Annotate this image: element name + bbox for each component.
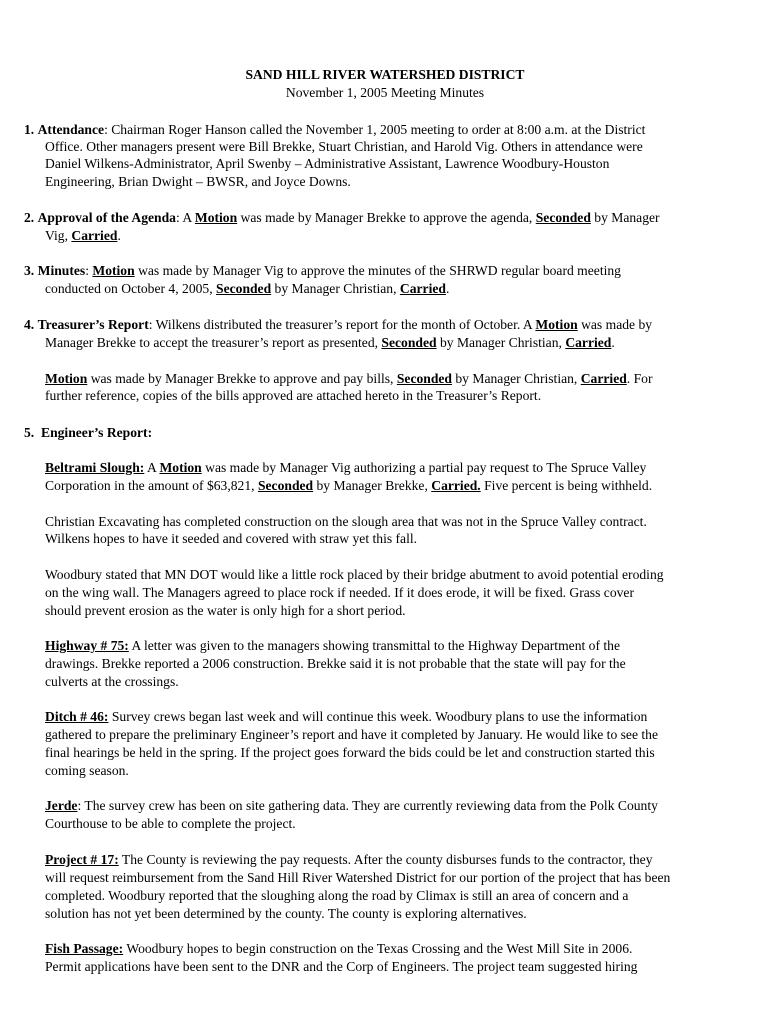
subsection-heading: Beltrami Slough: (45, 460, 145, 475)
text: Manager Brekke to accept the treasurer’s report as presented, (45, 335, 382, 350)
text: . (445, 281, 450, 296)
keyword-seconded: Seconded (216, 281, 272, 296)
subsection-project17 (45, 851, 653, 868)
text: was made by (577, 317, 653, 332)
section-heading: Treasurer’s Report (37, 317, 149, 332)
text-line: final hearings be held in the spring. If the project goes forward the bids could be let and construction started this (45, 745, 655, 760)
text: Vig, (45, 228, 72, 243)
text: by Manager Christian, (436, 335, 566, 350)
text-line: Engineering, Brian Dwight – BWSR, and Joyce Downs. (45, 174, 351, 189)
keyword-carried: Carried (580, 371, 627, 386)
text: : Chairman Roger Hanson called the November 1, 2005 meeting to order at 8:00 a.m. at the District (104, 122, 646, 137)
text: by Manager Christian, (451, 371, 581, 386)
subsection-highway (45, 637, 620, 654)
section-agenda (24, 209, 660, 226)
text: : The survey crew has been on site gathering data. They are currently reviewing data from the Polk County (77, 798, 658, 813)
document-title: SAND HILL RIVER WATERSHED DISTRICT (245, 67, 525, 82)
subsection-heading: Highway # 75: (45, 638, 129, 653)
text: A (144, 460, 160, 475)
text-line (45, 477, 652, 494)
text-line: Courthouse to be able to complete the project. (45, 816, 296, 831)
text-line: will request reimbursement from the Sand Hill River Watershed District for our portion of the project that has been (45, 870, 671, 885)
section-number: 4. (24, 317, 35, 332)
keyword-seconded: Seconded (381, 335, 437, 350)
section-engineer (24, 424, 152, 441)
section-heading: Minutes (37, 263, 86, 278)
document-subtitle: November 1, 2005 Meeting Minutes (285, 85, 485, 100)
text-line: drawings. Brekke reported a 2006 construction. Brekke said it is not probable that the state will pay for the (45, 656, 626, 671)
keyword-motion: Motion (535, 317, 578, 332)
text-line (45, 370, 652, 387)
subsection-heading: Fish Passage: (45, 941, 124, 956)
keyword-carried: Carried (565, 335, 612, 350)
section-number: 5. (24, 425, 35, 440)
keyword-carried: Carried (71, 228, 118, 243)
text: : A (175, 210, 195, 225)
text-line: Wilkens hopes to have it seeded and covered with straw yet this fall. (45, 531, 418, 546)
text: A letter was given to the managers showing transmittal to the Highway Department of the (128, 638, 620, 653)
text-line (45, 227, 121, 244)
subsection-heading: Ditch # 46: (45, 709, 109, 724)
text: Five percent is being withheld. (480, 478, 653, 493)
text: . For (626, 371, 653, 386)
text-line: completed. Woodbury reported that the sloughing along the road by Climax is still an area of concern and a (45, 888, 629, 903)
keyword-seconded: Seconded (396, 371, 452, 386)
subsection-heading: Jerde (45, 798, 78, 813)
section-minutes (24, 262, 621, 279)
keyword-motion: Motion (92, 263, 135, 278)
text: was made by Manager Brekke to approve the agenda, (237, 210, 536, 225)
text-line (45, 334, 615, 351)
section-heading: Engineer’s Report: (41, 425, 153, 440)
text: by Manager (590, 210, 660, 225)
text-line: on the wing wall. The Managers agreed to place rock if needed. If it does erode, it will be fixed. Grass cover (45, 585, 634, 600)
keyword-motion: Motion (194, 210, 238, 225)
text: by Manager Christian, (271, 281, 400, 296)
keyword-carried: Carried. (431, 478, 481, 493)
text-line: Woodbury stated that MN DOT would like a little rock placed by their bridge abutment to avoid potential eroding (45, 567, 664, 582)
text-line: Permit applications have been sent to the DNR and the Corp of Engineers. The project team suggested hiring (45, 959, 638, 974)
section-number: 3. (24, 263, 35, 278)
keyword-motion: Motion (45, 371, 88, 386)
subsection-jerde (45, 797, 658, 814)
text-line: Daniel Wilkens-Administrator, April Swenby – Administrative Assistant, Lawrence Woodbury-Houston (45, 156, 610, 171)
text-line: further reference, copies of the bills approved are attached hereto in the Treasurer’s Report. (45, 388, 542, 403)
text: was made by Manager Brekke to approve and pay bills, (87, 371, 397, 386)
subsection-beltrami (45, 459, 646, 476)
text: The County is reviewing the pay requests. After the county disburses funds to the contractor, they (118, 852, 653, 867)
text-line: Office. Other managers present were Bill Brekke, Stuart Christian, and Harold Vig. Others in attendance were (45, 139, 643, 154)
text-line: culverts at the crossings. (45, 674, 179, 689)
text: . (611, 335, 615, 350)
subsection-fish-passage (45, 940, 632, 957)
text: was made by Manager Vig to approve the minutes of the SHRWD regular board meeting (134, 263, 621, 278)
section-number: 2. (24, 210, 35, 225)
text-line: solution has not yet been determined by the county. The county is exploring alternatives. (45, 906, 527, 921)
text: conducted on October 4, 2005, (45, 281, 217, 296)
text-line: coming season. (45, 763, 129, 778)
text: Corporation in the amount of $63,821, (45, 478, 258, 493)
section-number: 1. (24, 122, 35, 137)
text: : (85, 263, 93, 278)
section-treasurer (24, 316, 652, 333)
section-heading: Attendance (37, 122, 105, 137)
keyword-motion: Motion (159, 460, 202, 475)
text: Woodbury hopes to begin construction on the Texas Crossing and the West Mill Site in 2006. (123, 941, 633, 956)
text-line: should prevent erosion as the water is only high for a short period. (45, 603, 406, 618)
text: : Wilkens distributed the treasurer’s report for the month of October. A (148, 317, 536, 332)
text-line: gathered to prepare the preliminary Engineer’s report and have it completed by January. He would like to see the (45, 727, 659, 742)
section-heading: Approval of the Agenda (37, 210, 176, 225)
text-line: Christian Excavating has completed construction on the slough area that was not in the Spruce Valley contract. (45, 514, 647, 529)
text: by Manager Brekke, (313, 478, 432, 493)
keyword-carried: Carried (399, 281, 446, 296)
section-attendance (24, 121, 645, 138)
text: . (117, 228, 121, 243)
keyword-seconded: Seconded (257, 478, 314, 493)
text-line (45, 280, 449, 297)
text: Survey crews began last week and will continue this week. Woodbury plans to use the information (108, 709, 648, 724)
keyword-seconded: Seconded (535, 210, 591, 225)
subsection-heading: Project # 17: (45, 852, 119, 867)
subsection-ditch (45, 708, 647, 725)
text: was made by Manager Vig authorizing a partial pay request to The Spruce Valley (201, 460, 647, 475)
